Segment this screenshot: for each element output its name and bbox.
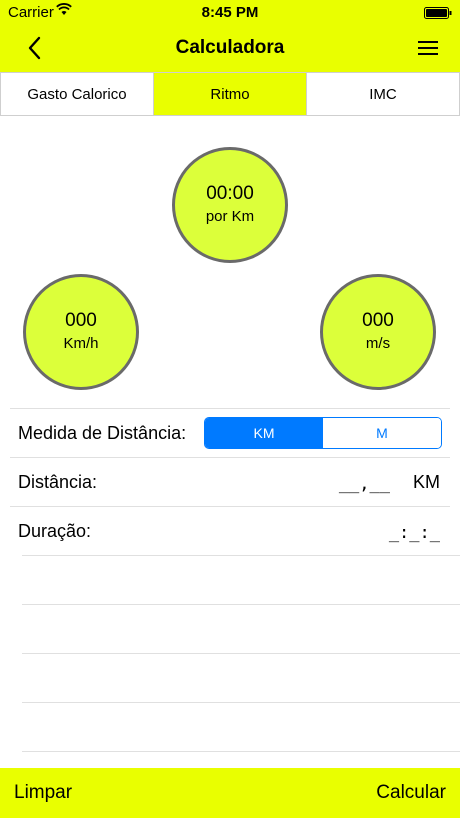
clear-button[interactable]: Limpar xyxy=(14,782,73,803)
duration-label: Duração: xyxy=(18,521,92,541)
bottom-toolbar xyxy=(0,768,460,818)
calculate-button[interactable]: Calcular xyxy=(376,782,446,803)
distance-label: Distância: xyxy=(18,472,98,492)
empty-row xyxy=(22,653,460,702)
pace-value: 00:00 xyxy=(206,183,254,204)
speed-ms-value: 000 xyxy=(362,310,394,331)
empty-row xyxy=(22,604,460,653)
status-bar xyxy=(0,0,460,24)
page-title: Calculadora xyxy=(175,37,285,58)
segment-km[interactable]: KM xyxy=(205,418,323,448)
speed-ms-unit: m/s xyxy=(365,335,391,352)
distance-row[interactable] xyxy=(10,457,450,506)
calculator-tabs xyxy=(0,72,460,116)
duration-row[interactable] xyxy=(10,506,450,555)
empty-row xyxy=(22,555,460,604)
duration-input[interactable]: _:_:_ xyxy=(388,523,440,543)
speed-ms-gauge xyxy=(320,274,436,390)
navigation-bar xyxy=(0,24,460,72)
pace-unit: por Km xyxy=(205,208,255,225)
distance-unit-segmented-control xyxy=(204,417,442,449)
segment-m[interactable]: M xyxy=(323,418,441,448)
distance-measure-label: Medida de Distância: xyxy=(18,423,187,443)
clock-time: 8:45 PM xyxy=(201,4,259,21)
distance-measure-row xyxy=(10,408,450,457)
tab-ritmo[interactable]: Ritmo xyxy=(154,73,307,115)
empty-row xyxy=(22,751,460,768)
distance-unit-label: KM xyxy=(413,472,440,492)
carrier-label: Carrier xyxy=(8,4,54,21)
empty-row xyxy=(22,702,460,751)
speed-kmh-gauge xyxy=(23,274,139,390)
speed-kmh-value: 000 xyxy=(65,310,97,331)
distance-input[interactable]: __,__ xyxy=(338,474,390,494)
pace-gauge xyxy=(172,147,288,263)
tab-imc[interactable]: IMC xyxy=(307,73,460,115)
speed-kmh-unit: Km/h xyxy=(63,335,99,352)
tab-gasto-calorico[interactable]: Gasto Calorico xyxy=(0,73,154,115)
hamburger-menu-icon[interactable] xyxy=(416,36,440,60)
battery-icon xyxy=(424,6,452,23)
